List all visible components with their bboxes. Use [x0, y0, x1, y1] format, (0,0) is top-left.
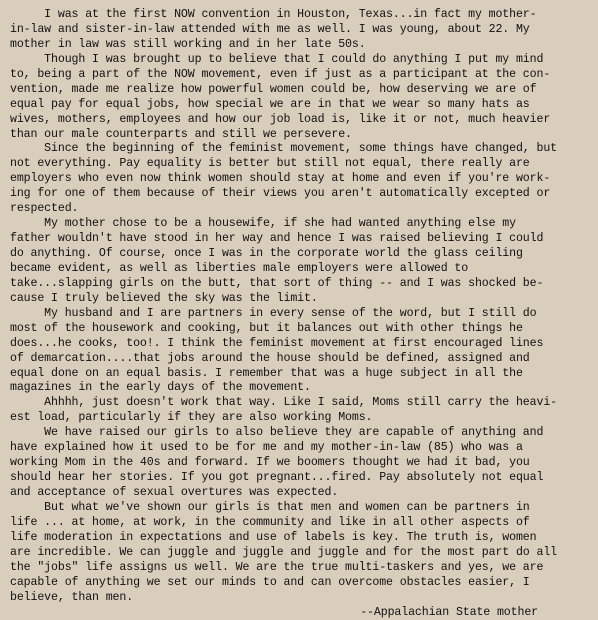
text-line: est load, particularly if they are also working Moms. — [10, 411, 588, 426]
text-line: does...he cooks, too!. I think the feminist movement at first encouraged lines — [10, 337, 588, 352]
text-line: Since the beginning of the feminist movement, some things have changed, but — [10, 142, 588, 157]
text-line: have explained how it used to be for me and my mother-in-law (85) who was a — [10, 441, 588, 456]
signature: --Appalachian State mother — [10, 606, 588, 620]
text-line: ing for one of them because of their views you aren't automatically excepted or — [10, 187, 588, 202]
text-line: Ahhhh, just doesn't work that way. Like I said, Moms still carry the heavi- — [10, 396, 588, 411]
essay-body — [10, 8, 588, 606]
text-line: should hear her stories. If you got pregnant...fired. Pay absolutely not equal — [10, 471, 588, 486]
text-line: working Mom in the 40s and forward. If we boomers thought we had it bad, you — [10, 456, 588, 471]
text-line: wives, mothers, employees and how our job load is, like it or not, much heavier — [10, 113, 588, 128]
text-line: believe, than men. — [10, 591, 588, 606]
text-line: not everything. Pay equality is better but still not equal, there really are — [10, 157, 588, 172]
text-line: magazines in the early days of the movement. — [10, 381, 588, 396]
text-line: father wouldn't have stood in her way and hence I was raised believing I could — [10, 232, 588, 247]
text-line: equal done on an equal basis. I remember that was a huge subject in all the — [10, 367, 588, 382]
text-line: employers who even now think women should stay at home and even if you're work- — [10, 172, 588, 187]
text-line: My mother chose to be a housewife, if she had wanted anything else my — [10, 217, 588, 232]
text-line: capable of anything we set our minds to and can overcome obstacles easier, I — [10, 576, 588, 591]
text-line: and acceptance of sexual overtures was expected. — [10, 486, 588, 501]
text-line: equal pay for equal jobs, how special we are in that we wear so many hats as — [10, 98, 588, 113]
text-line: the "jobs" life assigns us well. We are the true multi-taskers and yes, we are — [10, 561, 588, 576]
text-line: mother in law was still working and in her late 50s. — [10, 38, 588, 53]
text-line: do anything. Of course, once I was in the corporate world the glass ceiling — [10, 247, 588, 262]
text-line: in-law and sister-in-law attended with me as well. I was young, about 22. My — [10, 23, 588, 38]
text-line: vention, made me realize how powerful women could be, how deserving we are of — [10, 83, 588, 98]
text-line: respected. — [10, 202, 588, 217]
text-line: most of the housework and cooking, but it balances out with other things he — [10, 322, 588, 337]
text-line: than our male counterparts and still we persevere. — [10, 128, 588, 143]
text-line: life moderation in expectations and use of labels is key. The truth is, women — [10, 531, 588, 546]
text-line: We have raised our girls to also believe they are capable of anything and — [10, 426, 588, 441]
text-line: are incredible. We can juggle and juggle and juggle and for the most part do all — [10, 546, 588, 561]
text-line: became evident, as well as liberties male employers were allowed to — [10, 262, 588, 277]
text-line: take...slapping girls on the butt, that sort of thing -- and I was shocked be- — [10, 277, 588, 292]
text-line: to, being a part of the NOW movement, even if just as a participant at the con- — [10, 68, 588, 83]
text-line: of demarcation....that jobs around the house should be defined, assigned and — [10, 352, 588, 367]
text-line: My husband and I are partners in every sense of the word, but I still do — [10, 307, 588, 322]
text-line: cause I truly believed the sky was the limit. — [10, 292, 588, 307]
text-line: I was at the first NOW convention in Houston, Texas...in fact my mother- — [10, 8, 588, 23]
text-line: life ... at home, at work, in the community and like in all other aspects of — [10, 516, 588, 531]
text-line: But what we've shown our girls is that men and women can be partners in — [10, 501, 588, 516]
text-line: Though I was brought up to believe that I could do anything I put my mind — [10, 53, 588, 68]
